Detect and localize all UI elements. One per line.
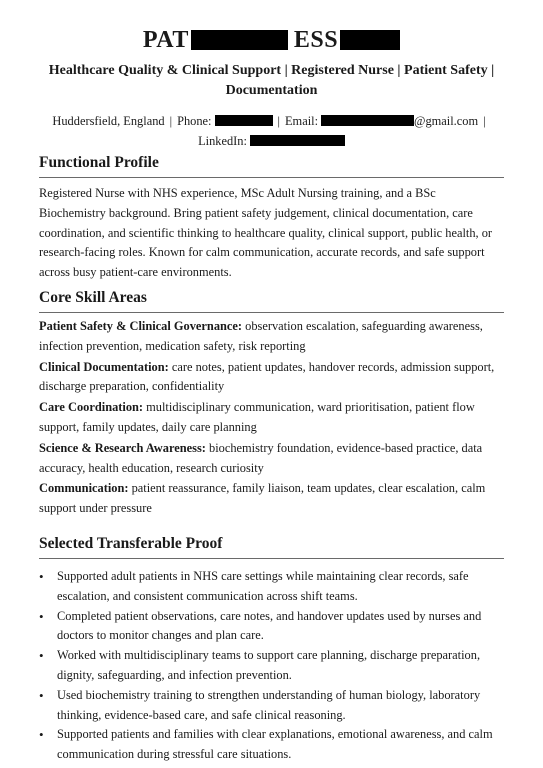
skill-text: biochemistry foundation, evidence-based practice, data accuracy, health education, research curiosity — [39, 440, 483, 475]
proof-text: Worked with multidisciplinary teams to support care planning, discharge preparation, dignity, safeguarding, and infection prevention. — [57, 648, 481, 682]
contact-line — [39, 111, 504, 151]
proof-text: Completed patient observations, care notes, and handover updates used by nurses and doctors to monitor changes and plan care. — [57, 608, 482, 643]
bullet-icon: • — [39, 687, 44, 703]
skill-label: Clinical Documentation: — [39, 359, 169, 374]
skill-item — [39, 479, 504, 519]
location: Huddersfield, England — [52, 114, 165, 128]
skill-text: multidisciplinary communication, ward prioritisation, patient flow support, family updates, daily care planning — [39, 400, 475, 434]
linkedin-label: LinkedIn: — [198, 134, 247, 148]
section-transferable-proof — [39, 534, 504, 765]
list-item — [39, 646, 504, 686]
redaction-block — [215, 115, 273, 126]
skill-text: care notes, patient updates, handover records, admission support, discharge preparation, confidentiality — [39, 359, 495, 394]
proof-text: Supported adult patients in NHS care settings while maintaining clear records, safe escalation, and consistent communication across shift teams. — [57, 569, 469, 603]
bullet-icon: • — [39, 569, 44, 584]
redaction-block — [250, 135, 345, 146]
bullet-icon: • — [39, 608, 44, 624]
headline: Healthcare Quality & Clinical Support | Registered Nurse | Patient Safety | Documentation — [48, 63, 495, 98]
redaction-block — [340, 30, 400, 50]
separator: | — [277, 114, 280, 128]
bullet-icon: • — [39, 648, 44, 664]
list-item — [39, 725, 504, 765]
skill-item — [39, 439, 504, 479]
bullet-icon: • — [39, 727, 44, 743]
skill-label: Patient Safety & Clinical Governance: — [39, 319, 243, 333]
phone-label: Phone: — [177, 114, 212, 128]
skill-label: Science & Research Awareness: — [39, 440, 206, 455]
email-suffix: @gmail.com — [414, 114, 479, 128]
profile-summary: Registered Nurse with NHS experience, MSc Adult Nursing training, and a BSc Biochemistry background. Bring patient safety judgement, clinical documentation, care coordination, and scientific thinking to healthcare quality, clinical support, public health, or research-facing roles. Known for calm communication, accurate records, and safe support across busy patient-care environments. — [39, 186, 493, 280]
section-title: Selected Transferable Proof — [39, 534, 504, 559]
redaction-block — [191, 30, 288, 50]
redaction-block — [321, 115, 414, 126]
list-item — [39, 567, 504, 607]
section-functional-profile — [39, 153, 504, 283]
skill-label: Communication: — [39, 481, 129, 496]
list-item — [39, 607, 504, 647]
candidate-name — [39, 27, 504, 53]
proof-text: Supported patients and families with clear explanations, emotional awareness, and calm communication during stressful care situations. — [57, 727, 493, 762]
skill-item — [39, 317, 504, 357]
skill-text: observation escalation, safeguarding awareness, infection prevention, medication safety, risk reporting — [39, 319, 483, 353]
name-first: PAT — [142, 27, 189, 53]
section-title: Functional Profile — [39, 153, 504, 178]
name-last: ESS — [293, 27, 339, 53]
section-core-skills — [39, 288, 504, 519]
proof-list — [39, 567, 504, 765]
proof-text: Used biochemistry training to strengthen understanding of human biology, laboratory thinking, evidence-based care, and safe clinical reasoning. — [57, 687, 481, 722]
email-label: Email: — [284, 114, 319, 128]
skill-text: patient reassurance, family liaison, team updates, clear escalation, calm support under pressure — [39, 481, 486, 516]
skill-label: Care Coordination: — [39, 400, 144, 415]
skill-item — [39, 358, 504, 398]
list-item — [39, 686, 504, 726]
section-title: Core Skill Areas — [39, 288, 504, 313]
skill-item — [39, 398, 504, 438]
separator: | — [169, 114, 173, 128]
separator: | — [483, 114, 486, 128]
